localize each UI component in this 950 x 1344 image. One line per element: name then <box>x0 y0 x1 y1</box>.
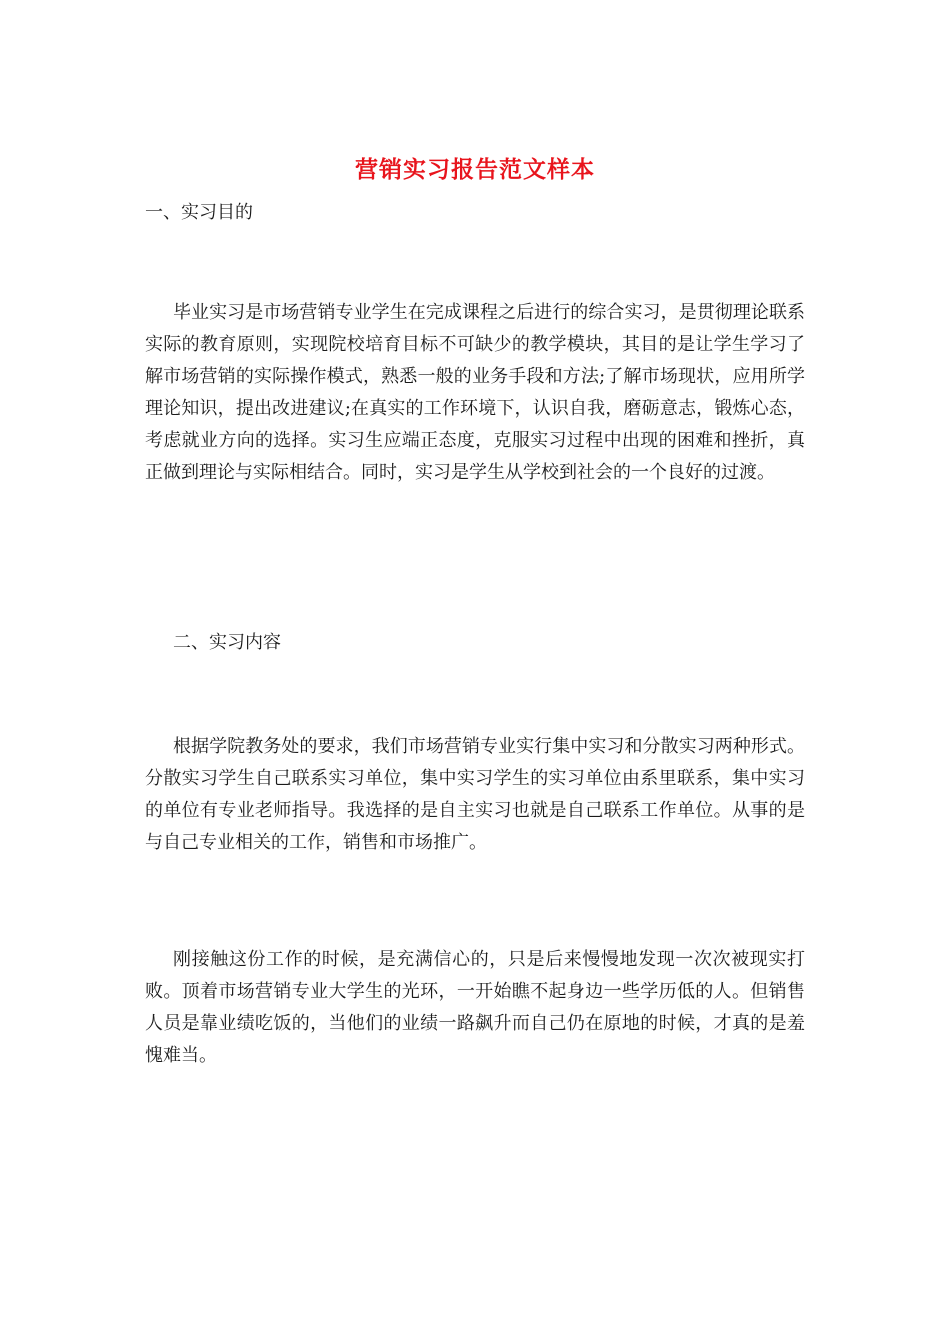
paragraph-purpose: 毕业实习是市场营销专业学生在完成课程之后进行的综合实习，是贯彻理论联系实际的教育原则，实现院校培育目标不可缺少的教学模块，其目的是让学生学习了解市场营销的实际操作模式，熟悉一般的业务手段和方法;了解市场现状，应用所学理论知识，提出改进建议;在真实的工作环境下，认识自我，磨砺意志，锻炼心态，考虑就业方向的选择。实习生应端正态度，克服实习过程中出现的困难和挫折，真正做到理论与实际相结合。同时，实习是学生从学校到社会的一个良好的过渡。 <box>145 302 805 483</box>
paragraph-content-1: 根据学院教务处的要求，我们市场营销专业实行集中实习和分散实习两种形式。分散实习学生自己联系实习单位，集中实习学生的实习单位由系里联系，集中实习的单位有专业老师指导。我选择的是自主实习也就是自己联系工作单位。从事的是与自己专业相关的工作，销售和市场推广。 <box>145 736 805 853</box>
section-heading-content: 二、实习内容 <box>173 632 281 653</box>
section-heading-purpose: 一、实习目的 <box>145 202 253 223</box>
document-title: 营销实习报告范文样本 <box>355 156 595 183</box>
paragraph-content-2: 刚接触这份工作的时候，是充满信心的，只是后来慢慢地发现一次次被现实打败。顶着市场营销专业大学生的光环，一开始瞧不起身边一些学历低的人。但销售人员是靠业绩吃饭的，当他们的业绩一路飙升而自己仍在原地的时候，才真的是羞愧难当。 <box>145 949 805 1066</box>
